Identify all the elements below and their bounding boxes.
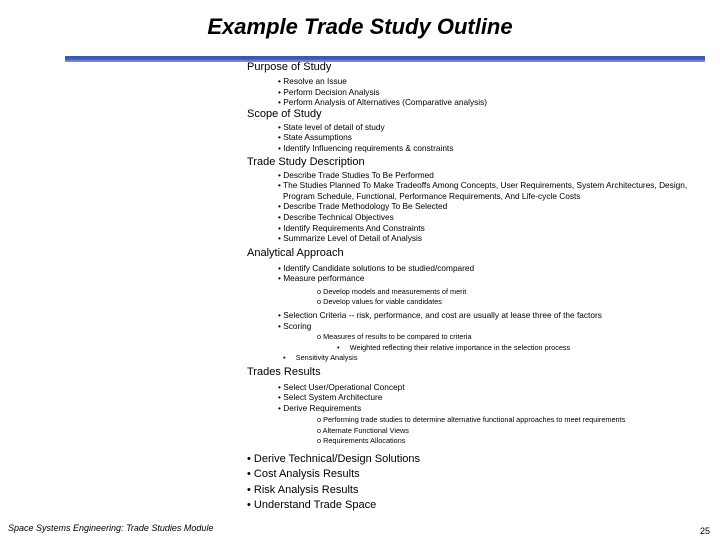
section-heading-analytical: Analytical Approach <box>247 246 344 259</box>
bottom-list-item: • Cost Analysis Results <box>247 468 360 481</box>
sub-list-item: o Performing trade studies to determine alternative functional approaches to meet requirements <box>317 415 626 425</box>
outline-content <box>247 61 712 514</box>
list-item: • The Studies Planned To Make Tradeoffs Among Concepts, User Requirements, System Architectures, Design, Program Schedule, Functional, Performance Requirements, And Life-cycle Costs <box>278 180 688 201</box>
bottom-list-item: • Derive Technical/Design Solutions <box>247 452 421 465</box>
section-heading-description: Trade Study Description <box>247 155 365 168</box>
list-item: • Resolve an Issue <box>278 76 347 86</box>
section-heading-purpose: Purpose of Study <box>247 61 332 73</box>
sub-list-item: ▪ Sensitivity Analysis <box>283 353 358 363</box>
list-item: • Perform Decision Analysis <box>278 86 380 97</box>
sub-list-item: o Requirements Allocations <box>317 436 406 446</box>
list-item: • Describe Technical Objectives <box>278 211 394 222</box>
list-item: • Describe Trade Methodology To Be Selected <box>278 201 448 212</box>
list-item: • Perform Analysis of Alternatives (Comparative analysis) <box>278 97 488 108</box>
sub-sub-list-item: • Weighted reflecting their relative importance in the selection process <box>337 342 571 352</box>
list-item: • Select User/Operational Concept <box>278 381 405 392</box>
list-item: • Select System Architecture <box>278 392 383 403</box>
list-item: • Identify Candidate solutions to be studied/compared <box>278 262 475 273</box>
list-item: • Identify Influencing requirements & constraints <box>278 142 454 153</box>
sub-list-item: o Develop values for viable candidates <box>317 297 442 307</box>
page-title: Example Trade Study Outline <box>207 14 513 39</box>
bottom-list-item: • Risk Analysis Results <box>247 483 359 496</box>
sub-list-item: o Alternate Functional Views <box>317 425 409 435</box>
list-item: • Scoring <box>278 320 312 331</box>
list-item: • Identify Requirements And Constraints <box>278 222 425 233</box>
section-heading-scope: Scope of Study <box>247 107 322 120</box>
list-item: • State level of detail of study <box>278 121 385 132</box>
sub-list-item: o Measures of results to be compared to criteria <box>317 332 472 342</box>
list-item: • Summarize Level of Detail of Analysis <box>278 233 423 244</box>
list-item: • State Assumptions <box>278 132 352 143</box>
list-item: • Measure performance <box>278 273 365 284</box>
list-item: • Derive Requirements <box>278 402 362 413</box>
footer-module-label: Space Systems Engineering: Trade Studies Module <box>8 523 214 533</box>
bottom-list-item: • Understand Trade Space <box>247 499 377 512</box>
section-heading-trades-results: Trades Results <box>247 365 321 378</box>
sub-list-item: o Develop models and measurements of merit <box>317 286 467 296</box>
list-item: • Selection Criteria -- risk, performance, and cost are usually at lease three of the factors <box>278 309 602 320</box>
list-item: • Describe Trade Studies To Be Performed <box>278 169 434 180</box>
page-number: 25 <box>700 526 711 536</box>
